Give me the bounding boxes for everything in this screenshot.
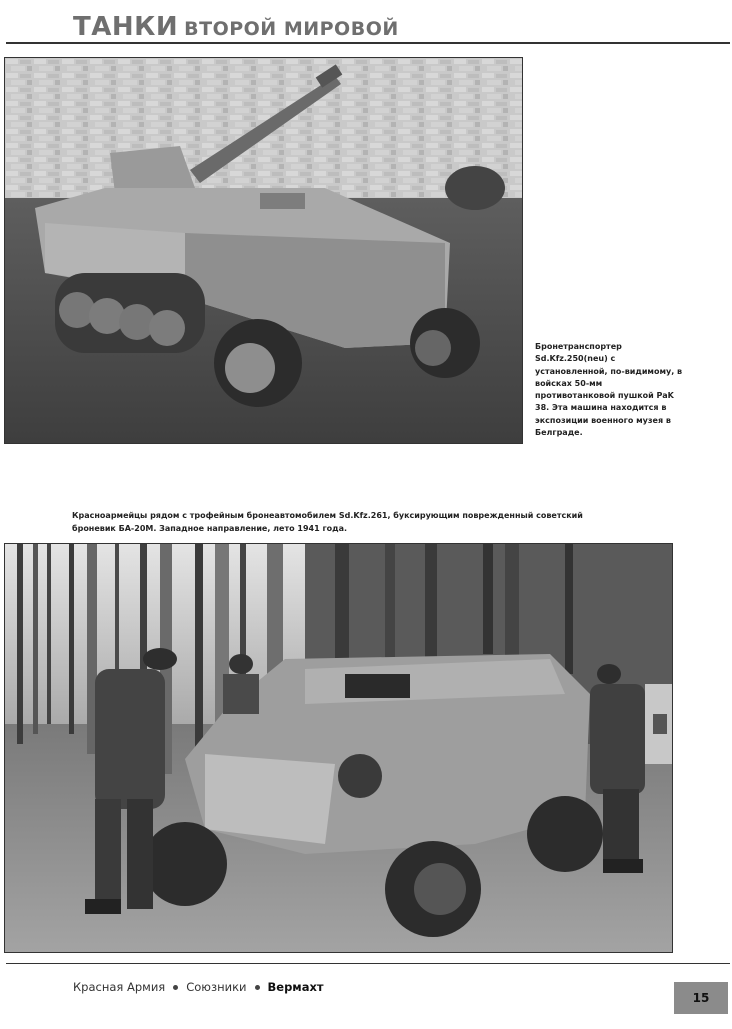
halftrack-photo (4, 57, 523, 444)
halftrack-photo-image (5, 58, 522, 443)
page-header (0, 0, 732, 44)
footer-item-red-army: Красная Армия (73, 980, 166, 994)
title-main: ТАНКИ (73, 12, 179, 42)
footer-item-wehrmacht: Вермахт (267, 980, 324, 994)
header-rule (6, 42, 730, 44)
page-title (73, 12, 399, 42)
halftrack-caption: Бронетранспортер Sd.Kfz.250(neu) с установленной, по-видимому, в войсках 50-мм противотанковой пушкой PaK 38. Эта машина находится в экспозиции военного музея в Белграде. (535, 342, 683, 438)
title-rest: ВТОРОЙ МИРОВОЙ (184, 18, 399, 40)
bullet-icon (173, 985, 178, 990)
footer-rule (6, 963, 730, 964)
armored-car-photo-image (5, 544, 672, 952)
armored-car-caption: Красноармейцы рядом с трофейным бронеавтомобилем Sd.Kfz.261, буксирующим поврежденный советский броневик БА-20М. Западное направление, лето 1941 года. (72, 511, 583, 533)
page-number: 15 (674, 982, 728, 1014)
armored-car-photo (4, 543, 673, 953)
footer-section-nav (73, 980, 324, 994)
bullet-icon (255, 985, 260, 990)
footer-item-allies: Союзники (186, 980, 247, 994)
